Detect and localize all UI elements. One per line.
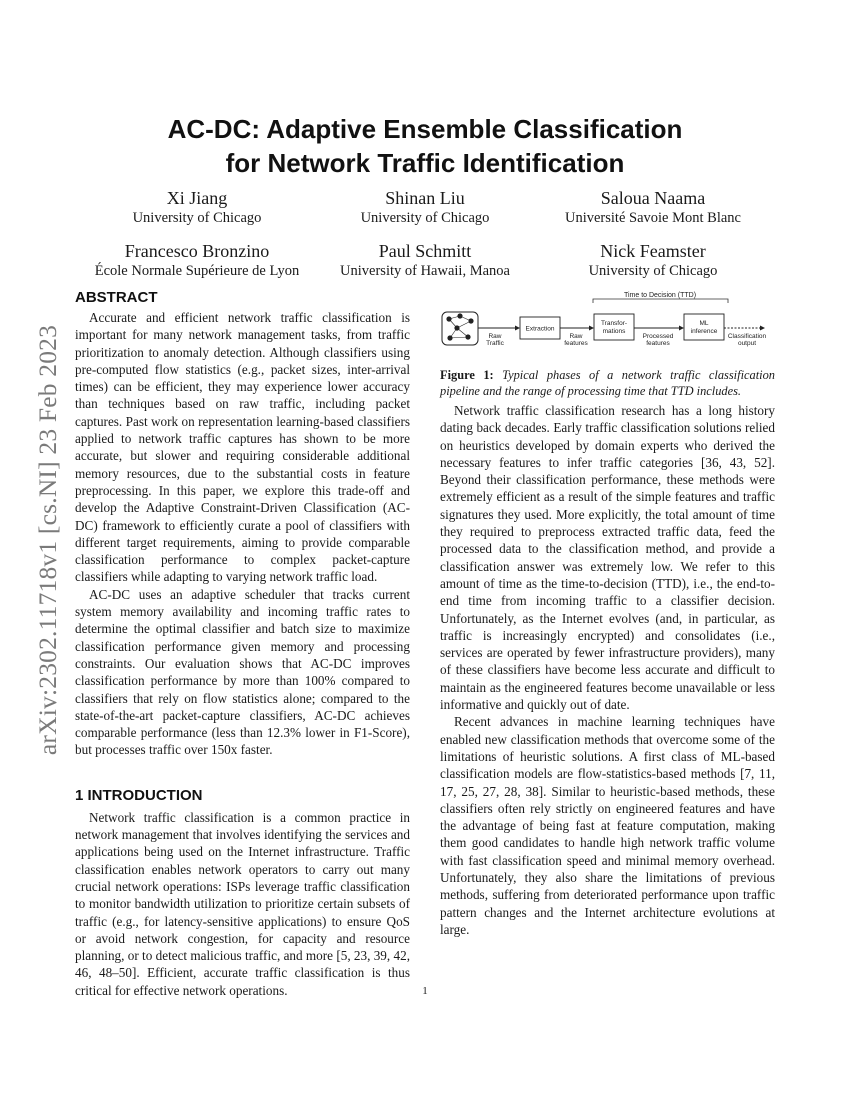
author-affiliation: University of Hawaii, Manoa [340, 263, 510, 279]
arrow-head [679, 326, 684, 331]
author-affiliation: University of Chicago [132, 210, 262, 226]
left-column [75, 289, 410, 999]
body-paragraph: Recent advances in machine learning techniques have enabled new classification methods that overcome some of the limitations of heuristic solutions. A first class of ML-based classification models are flow-statistics-based methods [7, 11, 17, 25, 27, 28, 38]. Similar to heuristic-based methods, these classifiers often rely strictly on engineered features and have the advantage of being fast at feature computation, making them good candidates to handle high network traffic volume with fast classification speed and minimal memory overhead. Unfortunately, they also share the limitations of previous methods, suffering from deteriorated performance upon traffic pattern changes and the Internet architecture evolutions at large. [440, 714, 775, 937]
arrow-head [589, 326, 594, 331]
author-affiliation: Université Savoie Mont Blanc [565, 210, 741, 226]
arxiv-stamp-text: arXiv:2302.11718v1 [cs.NI] 23 Feb 2023 [33, 324, 62, 756]
author-block [523, 187, 783, 228]
author-block [295, 187, 555, 228]
right-column [440, 402, 775, 938]
caption-text: Typical phases of a network traffic classification pipeline and the range of processing time that TTD includes. [440, 368, 775, 398]
arrow-head [515, 326, 520, 331]
author-name: Saloua Naama [600, 188, 706, 208]
author-block [67, 240, 327, 281]
abstract-paragraph: AC-DC uses an adaptive scheduler that tracks current system memory availability and incoming traffic rates to determine the optimal classifier and batch size to maximize classification performance given memory and processing constraints. Our evaluation shows that AC-DC improves classification performance by more than 100% compared to classifiers that rely on flow statistics alone; compared to the state-of-the-art packet-capture classifiers, AC-DC achieves comparable performance (less than 12.3% lower in F1-Score), but processes traffic over 150x faster. [75, 586, 410, 758]
author-name: Paul Schmitt [378, 241, 472, 261]
network-graph-icon [442, 312, 478, 345]
transformations-label: mations [602, 328, 626, 335]
author-name: Francesco Bronzino [124, 241, 270, 261]
paper-title-line-1: AC-DC: Adaptive Ensemble Classification [167, 114, 683, 144]
body-paragraph: Network traffic classification is a common practice in network management that involves identifying the services and applications being used on the Internet infrastructure. Traffic classification enables network operators to carry out many crucial network operations: ISPs leverage traffic classification to monitor bandwidth utilization to prioritize certain subsets of traffic (e.g., for latency-sensitive applications) to ensure QoS or avoid network congestion, for capacity and resource planning, or to detect malicious traffic, and more [5, 23, 39, 42, 46, 48–50]. Efficient, accurate traffic classification is thus critical for effective network operations. [75, 809, 410, 998]
ml-inference-box [684, 314, 724, 340]
ttd-label: Time to Decision (TTD) [623, 292, 697, 299]
author-block [67, 187, 327, 228]
transformations-label: Transfor- [600, 320, 628, 327]
raw-traffic-label: Traffic [486, 340, 504, 347]
paper-title-line-2: for Network Traffic Identification [225, 148, 625, 178]
caption-label: Figure 1: [440, 368, 494, 382]
classification-output-label: output [737, 340, 757, 347]
author-name: Nick Feamster [600, 241, 706, 261]
arrow-head [760, 326, 765, 331]
author-affiliation: University of Chicago [360, 210, 490, 226]
raw-features-label: features [564, 340, 588, 347]
introduction-heading: 1 INTRODUCTION [75, 786, 203, 804]
body-paragraph: Network traffic classification research has a long history dating back decades. Early traffic classification solutions relied on heuristics developed by domain experts who derived the necessary features to infer traffic categories [36, 43, 52]. Beyond their classification performance, these methods were extremely efficient as a result of the simple features and traffic signatures they used. More explicitly, the total amount of time they required to preprocess extracted traffic data, feed the processed data to the classification method, and provide a classification answer was extremely low. We refer to this amount of time as the time-to-decision (TTD), i.e., the end-to-end time from incoming traffic to a classifier decision. Unfortunately, as the Internet evolves (and, in particular, as traffic is increasingly encrypted) and consolidates (i.e., services are operated by fewer infrastructure providers), many of these classifiers have become less accurate and difficult to maintain as the engineered features become unavailable or less informative and quickly out of date. [440, 403, 775, 713]
figure-caption [440, 367, 775, 399]
ml-inference-label: inference [690, 328, 718, 335]
raw-traffic-label: Raw [488, 333, 502, 340]
author-block [295, 240, 555, 281]
author-block [523, 240, 783, 281]
pipeline-figure [438, 287, 778, 357]
abstract-paragraph: Accurate and efficient network traffic classification is important for many network management tasks, from traffic prioritization to anomaly detection. Although classifiers using pre-computed flow statistics (e.g., packet sizes, inter-arrival times) can be efficient, they may experience lower accuracy than techniques based on raw traffic, including packet captures. Past work on representation learning-based classifiers applied to network traffic captures has shown to be more accurate, but slower and requiring considerable additional memory resources, due to the substantial costs in feature preprocessing. In this paper, we explore this trade-off and develop the Adaptive Constraint-Driven Classification (AC-DC) framework to efficiently curate a pool of classifiers with different target requirements, aiming to provide comparable classification performance to complex packet-capture classifiers while adapting to varying network traffic load. [75, 310, 410, 585]
author-affiliation: École Normale Supérieure de Lyon [94, 263, 300, 279]
processed-features-label: Processed [642, 333, 674, 340]
ml-inference-label: ML [699, 320, 709, 327]
classification-output-label: Classification [727, 333, 767, 340]
page-number: 1 [422, 985, 428, 997]
processed-features-label: features [646, 340, 670, 347]
ttd-bracket [593, 299, 728, 303]
transformations-box [594, 314, 634, 340]
extraction-label: Extraction [525, 325, 555, 333]
abstract-heading: ABSTRACT [75, 289, 158, 306]
raw-features-label: Raw [569, 333, 583, 340]
author-name: Shinan Liu [385, 188, 465, 208]
author-affiliation: University of Chicago [588, 263, 718, 279]
author-name: Xi Jiang [166, 188, 228, 208]
